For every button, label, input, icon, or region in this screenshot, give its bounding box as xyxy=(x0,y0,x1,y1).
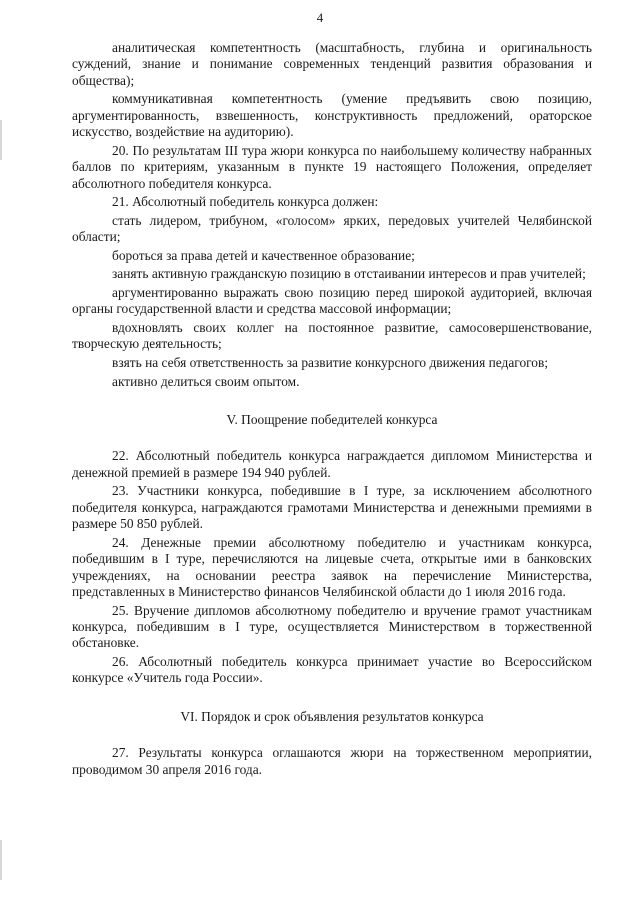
paragraph: 22. Абсолютный победитель конкурса награждается дипломом Министерства и денежной премией в размере 194 940 рублей. xyxy=(72,448,592,480)
scan-edge-mark xyxy=(0,840,2,880)
paragraph: 24. Денежные премии абсолютному победителю и участникам конкурса, победившим в I туре, перечисляются на лицевые счета, открытые ими в банковских учреждениях, на основании реестра заявок на перечисление Министерства, представленных в Министерство финансов Челябинской области до 1 июля 2016 года. xyxy=(72,534,592,600)
paragraph: бороться за права детей и качественное образование; xyxy=(112,247,415,263)
paragraph: аргументированно выражать свою позицию перед широкой аудиторией, включая органы государственной власти и средства массовой информации; xyxy=(72,285,592,317)
paragraph: коммуникативная компетентность (умение предъявить свою позицию, аргументированность, взвешенность, конструктивность предложений, ораторское искусство, воздействие на аудиторию). xyxy=(72,91,592,140)
page-number: 4 xyxy=(316,10,324,25)
paragraph: взять на себя ответственность за развитие конкурсного движения педагогов; xyxy=(112,355,549,370)
paragraph: активно делиться своим опытом. xyxy=(112,373,300,389)
paragraph: 25. Вручение дипломов абсолютному победителю и вручение грамот участникам конкурса, победившим в I туре, осуществляется Министерством в торжественной обстановке. xyxy=(72,602,592,651)
document-body xyxy=(72,40,592,780)
paragraph: 21. Абсолютный победитель конкурса должен: xyxy=(112,194,379,210)
paragraph: стать лидером, трибуном, «голосом» ярких, передовых учителей Челябинской области; xyxy=(72,212,592,245)
paragraph: 20. По результатам III тура жюри конкурса по наибольшему количеству набранных баллов по критериям, указанным в пункте 19 настоящего Положения, определяет абсолютного победителя конкурса. xyxy=(72,142,592,191)
section-heading: V. Поощрение победителей конкурса xyxy=(226,412,438,427)
paragraph: 26. Абсолютный победитель конкурса принимает участие во Всероссийском конкурсе «Учитель года России». xyxy=(72,654,592,686)
paragraph: 27. Результаты конкурса оглашаются жюри на торжественном мероприятии, проводимом 30 апреля 2016 года. xyxy=(72,745,592,777)
paragraph: вдохновлять своих коллег на постоянное развитие, самосовершенствование, творческую деятельность; xyxy=(72,320,592,352)
paragraph: занять активную гражданскую позицию в отстаивании интересов и прав учителей; xyxy=(112,266,586,282)
paragraph: 23. Участники конкурса, победившие в I туре, за исключением абсолютного победителя конкурса, награждаются грамотами Министерства и денежными премиями в размере 50 850 рублей. xyxy=(72,483,592,532)
section-heading: VI. Порядок и срок объявления результатов конкурса xyxy=(180,708,484,724)
paragraph: аналитическая компетентность (масштабность, глубина и оригинальность суждений, знание и понимание современных тенденций развития образования и общества); xyxy=(72,40,592,88)
scan-edge-mark xyxy=(0,120,2,160)
